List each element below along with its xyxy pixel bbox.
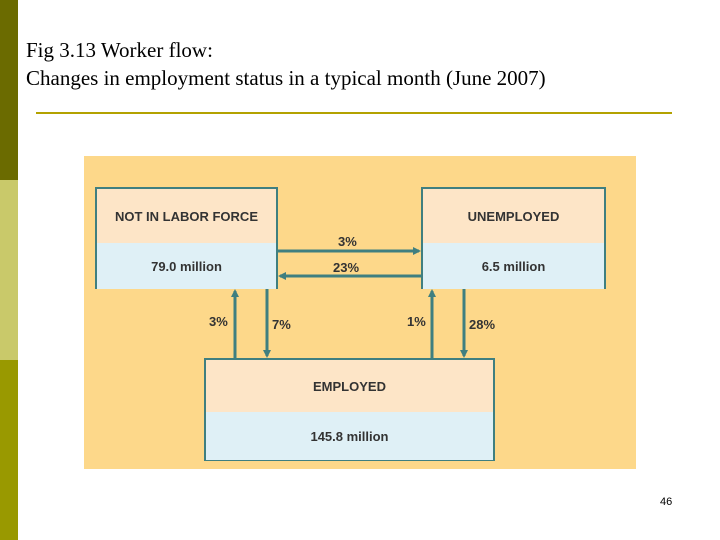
title-line-2: Changes in employment status in a typical month (June 2007) xyxy=(26,66,546,90)
flow-label-unemployed-to-employed: 28% xyxy=(469,317,496,332)
node-label: NOT IN LABOR FORCE xyxy=(97,189,276,243)
slide-title xyxy=(26,36,546,92)
flow-label-employed-to-unemployed: 1% xyxy=(407,314,426,329)
node-label: EMPLOYED xyxy=(206,360,493,412)
node-not-in-labor-force xyxy=(95,187,278,289)
node-value: 6.5 million xyxy=(423,243,604,289)
node-value: 145.8 million xyxy=(206,412,493,460)
sidebar-accent xyxy=(0,0,18,540)
title-line-1: Fig 3.13 Worker flow: xyxy=(26,38,213,62)
flow-label-unemployed-to-nilf: 23% xyxy=(333,260,360,275)
node-label: UNEMPLOYED xyxy=(423,189,604,243)
sidebar-block-light xyxy=(0,180,18,360)
node-unemployed xyxy=(421,187,606,289)
flow-label-employed-to-nilf: 3% xyxy=(209,314,228,329)
node-value: 79.0 million xyxy=(97,243,276,289)
flow-label-nilf-to-unemployed: 3% xyxy=(338,234,357,249)
sidebar-block-dark xyxy=(0,0,18,180)
title-divider xyxy=(36,112,672,114)
sidebar-block-olive xyxy=(0,360,18,540)
node-employed xyxy=(204,358,495,461)
flow-label-nilf-to-employed: 7% xyxy=(272,317,291,332)
page-number: 46 xyxy=(660,496,673,508)
